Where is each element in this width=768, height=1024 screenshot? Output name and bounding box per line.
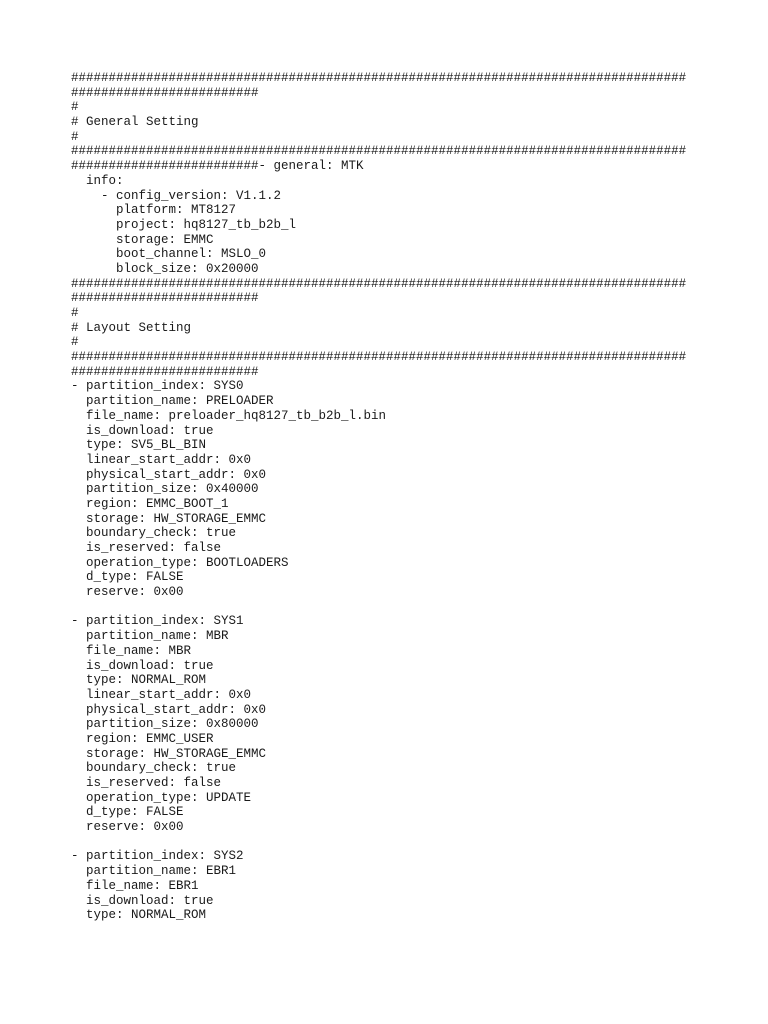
text-line: is_reserved: false xyxy=(71,541,222,555)
text-line: ################################################################################## xyxy=(71,350,687,365)
text-line: ######################### xyxy=(71,291,259,306)
text-line: linear_start_addr: 0x0 xyxy=(71,687,252,702)
text-line: reserve: 0x00 xyxy=(71,820,184,835)
blank-line xyxy=(71,835,761,850)
document-page xyxy=(71,71,761,923)
text-line: type: SV5_BL_BIN xyxy=(71,438,207,453)
text-line: boundary_check: true xyxy=(71,761,237,776)
text-line: - config_version: V1.1.2 xyxy=(71,188,282,203)
text-line: - partition_index: SYS2 xyxy=(71,849,244,864)
text-line: # xyxy=(71,129,79,144)
section-heading: # General Setting xyxy=(71,115,199,130)
text-line: boundary_check: true xyxy=(71,526,237,541)
text-line: d_type: FALSE xyxy=(71,805,184,820)
text-line: #########################- general: MTK xyxy=(71,159,364,174)
text-line: - partition_index: SYS1 xyxy=(71,614,244,629)
text-line: # xyxy=(71,306,79,320)
text-line: block_size: 0x20000 xyxy=(71,261,259,276)
text-line: partition_size: 0x40000 xyxy=(71,482,259,497)
text-line: operation_type: BOOTLOADERS xyxy=(71,555,289,570)
text-line: # xyxy=(71,335,79,350)
text-line: physical_start_addr: 0x0 xyxy=(71,467,267,482)
text-line: ################################################################################## xyxy=(71,144,687,159)
text-line: is_download: true xyxy=(71,423,214,438)
text-line: storage: EMMC xyxy=(71,232,214,247)
text-line: d_type: FALSE xyxy=(71,570,184,585)
text-line: storage: HW_STORAGE_EMMC xyxy=(71,746,267,761)
text-line: file_name: preloader_hq8127_tb_b2b_l.bin xyxy=(71,408,387,423)
section-heading: # Layout Setting xyxy=(71,320,192,335)
text-line: partition_name: PRELOADER xyxy=(71,394,274,409)
text-line: boot_channel: MSLO_0 xyxy=(71,247,267,262)
text-line: partition_name: EBR1 xyxy=(71,864,237,879)
text-line: storage: HW_STORAGE_EMMC xyxy=(71,511,267,526)
text-line: type: NORMAL_ROM xyxy=(71,673,207,688)
text-line: region: EMMC_USER xyxy=(71,731,214,746)
text-line: reserve: 0x00 xyxy=(71,585,184,600)
text-line: info: xyxy=(71,173,124,188)
text-line: ######################### xyxy=(71,364,259,379)
text-line: platform: MT8127 xyxy=(71,203,237,218)
text-line: ################################################################################## xyxy=(71,276,687,291)
text-line: file_name: EBR1 xyxy=(71,878,199,893)
text-line: project: hq8127_tb_b2b_l xyxy=(71,217,297,232)
text-line: # xyxy=(71,100,79,115)
text-line: is_download: true xyxy=(71,658,214,673)
text-line: ######################### xyxy=(71,85,259,100)
text-line: linear_start_addr: 0x0 xyxy=(71,452,252,467)
blank-line xyxy=(71,600,761,615)
text-line: operation_type: UPDATE xyxy=(71,790,252,805)
text-line: region: EMMC_BOOT_1 xyxy=(71,496,229,511)
text-line: ################################################################################## xyxy=(71,71,687,85)
text-line: - partition_index: SYS0 xyxy=(71,379,244,394)
text-line: is_download: true xyxy=(71,893,214,908)
text-line: partition_size: 0x80000 xyxy=(71,717,259,732)
text-line: type: NORMAL_ROM xyxy=(71,908,207,923)
text-line: physical_start_addr: 0x0 xyxy=(71,702,267,717)
text-line: partition_name: MBR xyxy=(71,629,229,644)
text-line: is_reserved: false xyxy=(71,776,222,790)
text-line: file_name: MBR xyxy=(71,643,192,658)
